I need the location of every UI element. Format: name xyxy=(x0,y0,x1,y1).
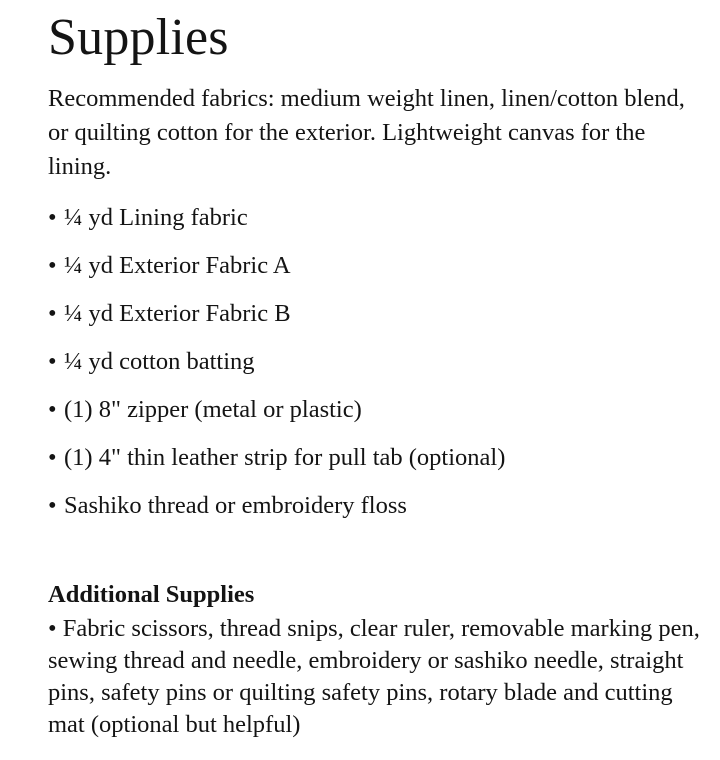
list-item-text: (1) 4" thin leather strip for pull tab (optional) xyxy=(64,444,506,471)
bullet-icon: • xyxy=(48,300,57,327)
page-title: Supplies xyxy=(48,9,229,66)
bullet-icon: • xyxy=(48,204,57,231)
bullet-icon: • xyxy=(48,396,57,423)
list-item-text: (1) 8" zipper (metal or plastic) xyxy=(64,396,362,423)
bullet-icon: • xyxy=(48,444,57,471)
list-item xyxy=(48,194,720,242)
list-item-text: ¼ yd Exterior Fabric A xyxy=(64,252,291,279)
additional-supplies-text: • Fabric scissors, thread snips, clear ruler, removable marking pen, sewing thread and needle, embroidery or sashiko needle, straight pins, safety pins or quilting safety pins, rotary blade and cutting mat (optional but helpful) xyxy=(48,615,700,738)
additional-supplies-section xyxy=(48,579,720,741)
additional-supplies-heading: Additional Supplies xyxy=(48,581,255,608)
supplies-list xyxy=(48,194,720,530)
intro-paragraph: Recommended fabrics: medium weight linen, linen/cotton blend, or quilting cotton for the exterior. Lightweight canvas for the lining. xyxy=(48,85,685,180)
list-item xyxy=(48,386,720,434)
list-item-text: Sashiko thread or embroidery floss xyxy=(64,492,407,519)
bullet-icon: • xyxy=(48,252,57,279)
bullet-icon: • xyxy=(48,492,57,519)
list-item xyxy=(48,482,720,530)
list-item xyxy=(48,242,720,290)
list-item xyxy=(48,338,720,386)
list-item-text: ¼ yd Lining fabric xyxy=(64,204,248,231)
list-item xyxy=(48,290,720,338)
list-item xyxy=(48,434,720,482)
bullet-icon: • xyxy=(48,348,57,375)
list-item-text: ¼ yd Exterior Fabric B xyxy=(64,300,291,327)
list-item-text: ¼ yd cotton batting xyxy=(64,348,255,375)
